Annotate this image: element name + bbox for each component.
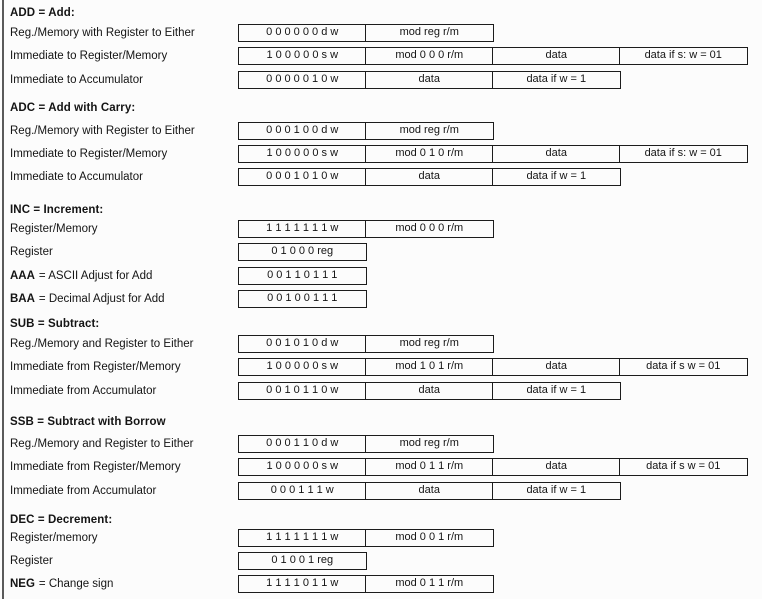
instruction-row-baa: [0, 290, 762, 308]
instruction-label: [10, 47, 234, 65]
instruction-row-ssb-reg-memory: [0, 435, 762, 453]
encoding-cell: 0 0 0 1 1 0 d w: [238, 435, 367, 453]
instruction-label: [10, 290, 234, 308]
encoding-cell: mod 1 0 1 r/m: [365, 358, 494, 376]
instruction-label: [10, 529, 234, 547]
instruction-label: [10, 382, 234, 400]
instruction-label: [10, 482, 234, 500]
instruction-row-dec-reg-memory: [0, 529, 762, 547]
label-text: = Change sign: [38, 578, 114, 590]
encoding-cell: 0 0 1 0 1 0 d w: [238, 335, 367, 353]
encoding-cell: mod 0 1 1 r/m: [365, 575, 494, 593]
instruction-row-adc-reg-memory: [0, 122, 762, 140]
encoding-boxes: [238, 458, 748, 476]
instruction-row-aaa: [0, 267, 762, 285]
label-text: Register/memory: [10, 532, 98, 544]
encoding-cell: mod 0 0 1 r/m: [365, 529, 494, 547]
instruction-label: [10, 243, 234, 261]
label-text: Immediate to Register/Memory: [10, 50, 168, 62]
encoding-cell: 0 0 0 1 0 0 d w: [238, 122, 367, 140]
instruction-row-sub-imm-regmem: [0, 358, 762, 376]
encoding-boxes: [238, 435, 494, 453]
label-text: Immediate to Accumulator: [10, 171, 143, 183]
label-text: Immediate from Register/Memory: [10, 461, 181, 473]
encoding-cell: 1 0 0 0 0 0 s w: [238, 458, 367, 476]
instruction-label: [10, 24, 234, 42]
label-text: Reg./Memory with Register to Either: [10, 125, 195, 137]
encoding-cell: 0 0 1 0 0 1 1 1: [238, 290, 367, 308]
encoding-cell: data: [492, 358, 621, 376]
label-text: Immediate to Accumulator: [10, 74, 143, 86]
section-heading-inc: INC = Increment:: [10, 204, 104, 216]
instruction-label: [10, 552, 234, 570]
encoding-cell: data: [365, 482, 494, 500]
encoding-boxes: [238, 529, 494, 547]
encoding-cell: 0 0 0 1 0 1 0 w: [238, 168, 367, 186]
encoding-boxes: [238, 24, 494, 42]
encoding-cell: data if s w = 01: [619, 358, 748, 376]
encoding-cell: data: [365, 382, 494, 400]
instruction-label: [10, 122, 234, 140]
encoding-cell: 0 0 0 1 1 1 w: [238, 482, 367, 500]
mnemonic-label: NEG: [10, 578, 35, 590]
encoding-cell: 1 0 0 0 0 0 s w: [238, 47, 367, 65]
encoding-boxes: [238, 482, 621, 500]
encoding-cell: data if s: w = 01: [619, 145, 748, 163]
encoding-cell: 0 1 0 0 1 reg: [238, 552, 367, 570]
label-text: = Decimal Adjust for Add: [38, 293, 165, 305]
encoding-boxes: [238, 47, 748, 65]
encoding-boxes: [238, 335, 494, 353]
encoding-cell: 1 1 1 1 1 1 1 w: [238, 529, 367, 547]
encoding-cell: 0 1 0 0 0 reg: [238, 243, 367, 261]
instruction-row-add-reg-memory: [0, 24, 762, 42]
encoding-cell: mod reg r/m: [365, 435, 494, 453]
instruction-row-adc-imm-acc: [0, 168, 762, 186]
instruction-label: [10, 71, 234, 89]
instruction-row-ssb-imm-acc: [0, 482, 762, 500]
label-text: Reg./Memory with Register to Either: [10, 27, 195, 39]
instruction-label: [10, 335, 234, 353]
encoding-boxes: [238, 382, 621, 400]
label-text: Register: [10, 555, 53, 567]
label-text: Reg./Memory and Register to Either: [10, 338, 194, 350]
encoding-cell: data if w = 1: [492, 382, 621, 400]
label-text: Immediate from Accumulator: [10, 485, 157, 497]
encoding-cell: mod reg r/m: [365, 122, 494, 140]
instruction-label: [10, 575, 234, 593]
encoding-cell: data if w = 1: [492, 482, 621, 500]
encoding-cell: data if s: w = 01: [619, 47, 748, 65]
encoding-boxes: [238, 122, 494, 140]
encoding-cell: 1 0 0 0 0 0 s w: [238, 358, 367, 376]
instruction-row-sub-reg-memory: [0, 335, 762, 353]
label-text: Immediate from Accumulator: [10, 385, 157, 397]
encoding-boxes: [238, 575, 494, 593]
encoding-cell: data: [365, 71, 494, 89]
encoding-boxes: [238, 145, 748, 163]
encoding-cell: 1 0 0 0 0 0 s w: [238, 145, 367, 163]
encoding-cell: 0 0 0 0 0 1 0 w: [238, 71, 367, 89]
encoding-cell: data if w = 1: [492, 168, 621, 186]
encoding-cell: 1 1 1 1 0 1 1 w: [238, 575, 367, 593]
instruction-label: [10, 458, 234, 476]
instruction-row-inc-register: [0, 243, 762, 261]
encoding-boxes: [238, 552, 367, 570]
instruction-label: [10, 168, 234, 186]
instruction-row-dec-register: [0, 552, 762, 570]
mnemonic-label: BAA: [10, 293, 35, 305]
mnemonic-label: AAA: [10, 270, 35, 282]
section-heading-add: ADD = Add:: [10, 7, 75, 19]
label-text: Register: [10, 246, 53, 258]
instruction-row-add-imm-regmem: [0, 47, 762, 65]
encoding-boxes: [238, 168, 621, 186]
instruction-label: [10, 358, 234, 376]
instruction-row-inc-reg-memory: [0, 220, 762, 238]
section-heading-ssb: SSB = Subtract with Borrow: [10, 416, 166, 428]
encoding-boxes: [238, 290, 367, 308]
encoding-boxes: [238, 267, 367, 285]
instruction-label: [10, 145, 234, 163]
encoding-boxes: [238, 220, 494, 238]
instruction-row-adc-imm-regmem: [0, 145, 762, 163]
label-text: Immediate from Register/Memory: [10, 361, 181, 373]
encoding-cell: data if s w = 01: [619, 458, 748, 476]
encoding-cell: mod 0 1 0 r/m: [365, 145, 494, 163]
encoding-cell: data if w = 1: [492, 71, 621, 89]
instruction-label: [10, 267, 234, 285]
encoding-cell: mod 0 0 0 r/m: [365, 220, 494, 238]
encoding-boxes: [238, 358, 748, 376]
encoding-cell: 0 0 1 1 0 1 1 1: [238, 267, 367, 285]
label-text: Register/Memory: [10, 223, 98, 235]
instruction-row-sub-imm-acc: [0, 382, 762, 400]
instruction-row-add-imm-acc: [0, 71, 762, 89]
encoding-boxes: [238, 243, 367, 261]
encoding-cell: mod 0 0 0 r/m: [365, 47, 494, 65]
section-heading-sub: SUB = Subtract:: [10, 318, 100, 330]
encoding-cell: data: [365, 168, 494, 186]
label-text: Immediate to Register/Memory: [10, 148, 168, 160]
section-heading-dec: DEC = Decrement:: [10, 514, 113, 526]
instruction-label: [10, 220, 234, 238]
label-text: = ASCII Adjust for Add: [38, 270, 153, 282]
encoding-cell: 0 0 0 0 0 0 d w: [238, 24, 367, 42]
instruction-label: [10, 435, 234, 453]
encoding-boxes: [238, 71, 621, 89]
instruction-row-ssb-imm-regmem: [0, 458, 762, 476]
encoding-cell: data: [492, 145, 621, 163]
encoding-cell: data: [492, 458, 621, 476]
instruction-row-neg: [0, 575, 762, 593]
encoding-cell: mod reg r/m: [365, 24, 494, 42]
encoding-cell: 1 1 1 1 1 1 1 w: [238, 220, 367, 238]
encoding-cell: data: [492, 47, 621, 65]
section-heading-adc: ADC = Add with Carry:: [10, 102, 136, 114]
label-text: Reg./Memory and Register to Either: [10, 438, 194, 450]
encoding-cell: mod reg r/m: [365, 335, 494, 353]
encoding-cell: 0 0 1 0 1 1 0 w: [238, 382, 367, 400]
encoding-cell: mod 0 1 1 r/m: [365, 458, 494, 476]
